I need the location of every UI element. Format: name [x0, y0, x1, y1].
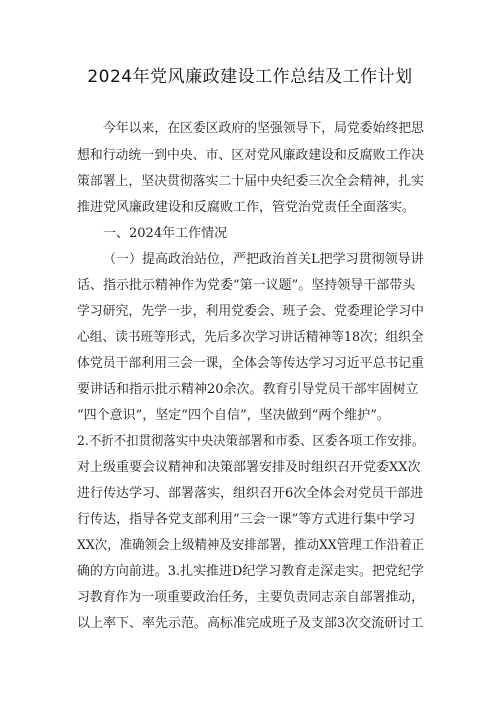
body-line: 学习研究，先学一步，利用党委会、班子会、党委理论学习中 — [77, 304, 425, 319]
body-line: 心组、读书班等形式，先后多次学习讲话精神等18次；组织全 — [77, 330, 424, 345]
body-line: 以上率下、率先示范。高标准完成班子及支部3次交流研讨工 — [77, 616, 424, 631]
body-line: 2.不折不扣贯彻落实中央决策部署和市委、区委各项工作安排。 — [77, 434, 425, 449]
body-line: 今年以来，在区委区政府的坚强领导下，局党委始终把思 — [103, 121, 425, 136]
body-line: 进行传达学习、部署落实，组织召开6次全体会对党员干部进 — [77, 486, 424, 501]
body-line: 对上级重要会议精神和决策部署安排及时组织召开党委XX次 — [77, 460, 421, 475]
document-title: 2024年党风廉政建设工作总结及工作计划 — [87, 67, 413, 87]
section-heading: 一、2024年工作情况 — [103, 226, 228, 241]
body-line: 想和行动统一到中央、市、区对党风廉政建设和反腐败工作决 — [77, 148, 425, 163]
body-line: 行传达，指导各党支部利用“三会一课”等方式进行集中学习 — [77, 512, 416, 527]
body-line: 策部署上，坚决贯彻落实二十届中央纪委三次全会精神，扎实 — [77, 174, 425, 189]
body-line: 体党员干部利用三会一课，全体会等传达学习习近平总书记重 — [77, 356, 425, 371]
body-line: 话、指示批示精神作为党委“第一议题”。坚持领导干部带头 — [77, 278, 416, 293]
body-line: 推进党风廉政建设和反腐败工作，管党治党责任全面落实。 — [77, 200, 416, 215]
subsection-heading: （一）提高政治站位，严把政治首关L把学习贯彻领导讲 — [103, 252, 424, 267]
body-line: “四个意识”，坚定“四个自信”，坚决做到“两个维护”。 — [77, 408, 390, 423]
body-line: 习教育作为一项重要政治任务，主要负责同志亲自部署推动， — [77, 590, 425, 605]
body-line: 确的方向前进。3.扎实推进D纪学习教育走深走实。把党纪学 — [77, 564, 424, 579]
body-line: XX次，准确领会上级精神及安排部署，推动XX管理工作沿着正 — [77, 538, 425, 553]
body-line: 要讲话和指示批示精神20余次。教育引导党员干部牢固树立 — [77, 382, 419, 397]
